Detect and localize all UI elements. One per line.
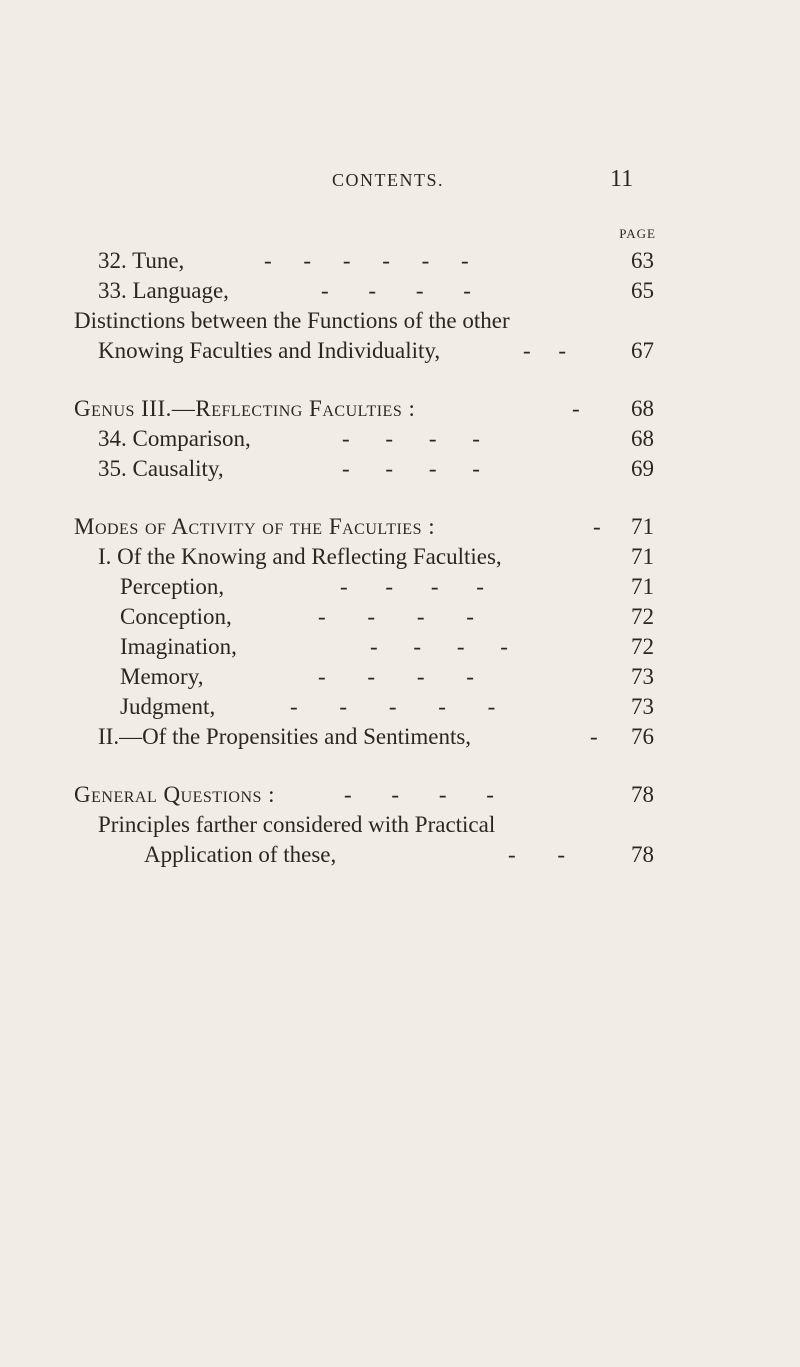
toc-entry-leaders: - - - - bbox=[318, 664, 474, 689]
toc-entry-leaders: - - - - bbox=[318, 604, 474, 629]
toc-entry bbox=[0, 276, 800, 306]
toc-entry-leaders: - - - - bbox=[321, 278, 471, 303]
toc-entry-page: 78 bbox=[631, 842, 654, 867]
toc-entry bbox=[0, 336, 800, 366]
toc-entry-page: 65 bbox=[631, 278, 654, 303]
toc-entry-text: Knowing Faculties and Individuality, bbox=[98, 338, 441, 363]
toc-entry-text: General Questions : bbox=[74, 782, 276, 807]
toc-entry bbox=[0, 454, 800, 484]
toc-entry-page: 73 bbox=[631, 694, 654, 719]
toc-entry-text: Imagination, bbox=[120, 634, 237, 659]
toc-entry-leaders: - - - - bbox=[370, 634, 508, 659]
toc-entry bbox=[0, 632, 800, 662]
toc-entry-text: Application of these, bbox=[144, 842, 337, 867]
toc-entry-leaders: - - - - bbox=[342, 426, 480, 451]
toc-entry bbox=[0, 840, 800, 870]
toc-entry-text: Modes of Activity of the Faculties : bbox=[74, 514, 436, 539]
toc-entry bbox=[0, 246, 800, 276]
running-header bbox=[0, 166, 800, 194]
toc-entry-leaders: - bbox=[590, 724, 598, 749]
toc-entry-text: II.—Of the Propensities and Sentiments, bbox=[98, 724, 472, 749]
toc-entry-text: Genus III.—Reflecting Faculties : bbox=[74, 396, 416, 421]
toc-entry-text: Principles farther considered with Practical bbox=[98, 812, 496, 837]
toc-entry-page: 71 bbox=[631, 574, 654, 599]
toc-entry-leaders: - - - - bbox=[344, 782, 494, 807]
toc-entry-text: Memory, bbox=[120, 664, 204, 689]
toc-entry-text: Conception, bbox=[120, 604, 232, 629]
toc-entry-text: Judgment, bbox=[120, 694, 216, 719]
toc-entry-page: 67 bbox=[631, 338, 654, 363]
toc-entry-page: 68 bbox=[631, 426, 654, 451]
header-title: CONTENTS. bbox=[332, 170, 444, 190]
toc-entry-page: 63 bbox=[631, 248, 654, 273]
toc-entry-text: 33. Language, bbox=[98, 278, 229, 303]
toc-entry bbox=[0, 394, 800, 424]
toc-entry-page: 78 bbox=[631, 782, 654, 807]
toc-entry-leaders: - - - - bbox=[340, 574, 484, 599]
toc-entry-leaders: - bbox=[593, 514, 601, 539]
toc-entry-text: Perception, bbox=[120, 574, 225, 599]
toc-entry-page: 68 bbox=[631, 396, 654, 421]
toc-entry bbox=[0, 306, 800, 336]
toc-entry-leaders: - - bbox=[523, 338, 567, 363]
toc-entry bbox=[0, 542, 800, 572]
toc-entry-text: 34. Comparison, bbox=[98, 426, 251, 451]
toc-entry-page: 71 bbox=[631, 544, 654, 569]
page-column-label: PAGE bbox=[619, 226, 656, 241]
toc-entry bbox=[0, 810, 800, 840]
toc-entry-page: 73 bbox=[631, 664, 654, 689]
toc-entry-page: 72 bbox=[631, 604, 654, 629]
toc-entry-page: 72 bbox=[631, 634, 654, 659]
toc-entry-text: 35. Causality, bbox=[98, 456, 224, 481]
toc-entry-text: Distinctions between the Functions of the other bbox=[74, 308, 510, 333]
toc-entry-text: I. Of the Knowing and Reflecting Faculties, bbox=[98, 544, 502, 569]
header-page-number: 11 bbox=[610, 166, 634, 192]
toc-entry-leaders: - bbox=[572, 396, 580, 421]
toc-entry bbox=[0, 692, 800, 722]
toc-entry-leaders: - - bbox=[508, 842, 566, 867]
toc-entry-leaders: - - - - bbox=[342, 456, 480, 481]
toc-entry-leaders: - - - - - bbox=[290, 694, 496, 719]
toc-entry-text: 32. Tune, bbox=[98, 248, 185, 273]
toc-entry bbox=[0, 780, 800, 810]
toc-entry-page: 69 bbox=[631, 456, 654, 481]
toc-entry bbox=[0, 572, 800, 602]
toc-entry bbox=[0, 722, 800, 752]
toc-entry bbox=[0, 424, 800, 454]
toc-entry bbox=[0, 512, 800, 542]
toc-entry bbox=[0, 662, 800, 692]
toc-entry-leaders: - - - - - - bbox=[264, 248, 469, 273]
toc-entry bbox=[0, 602, 800, 632]
toc-entry-page: 71 bbox=[631, 514, 654, 539]
toc-entry-page: 76 bbox=[631, 724, 654, 749]
